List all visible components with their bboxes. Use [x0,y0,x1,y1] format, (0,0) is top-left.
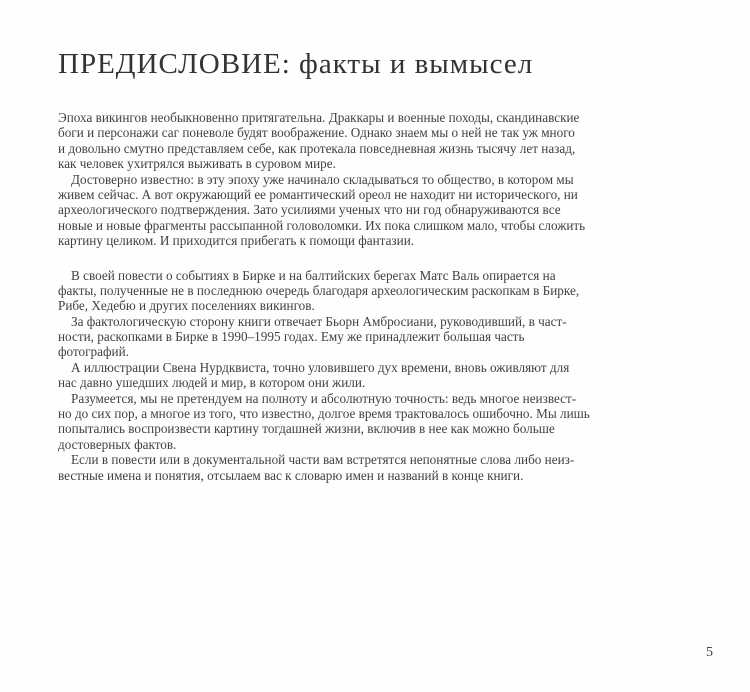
page-number: 5 [706,645,713,660]
text-line: факты, полученные не в последнюю очередь благодаря археологическим раскопкам в Бирке, [58,282,580,298]
text-line: Если в повести или в документальной части вам встретятся непонятные слова либо неиз- [71,452,575,468]
text-line: и довольно смутно представляем себе, как протекала повседневная жизнь тысячу лет назад, [58,140,576,156]
text-line: новые и новые фрагменты рассыпанной головоломки. Их пока слишком мало, чтобы сложить [58,217,586,233]
text-line: достоверных фактов. [58,436,177,452]
text-line: фотографий. [58,344,129,360]
paragraph [58,268,698,314]
text-line: Эпоха викингов необыкновенно притягательна. Драккары и военные походы, скандинавские [58,110,580,125]
paragraph [58,314,698,360]
paragraph [58,172,698,249]
paragraph [58,452,698,483]
text-line: живем сейчас. А вот окружающий ее романтический ореол не находит ни исторического, ни [58,186,578,202]
preface-body [58,110,698,483]
text-line: вестные имена и понятия, отсылаем вас к словарю имен и названий в конце книги. [58,467,524,483]
text-line: попытались воспроизвести картину тогдашней жизни, включив в нее как можно больше [58,421,555,437]
text-line: как человек ухитрялся выживать в суровом мире. [58,156,336,172]
text-line: А иллюстрации Свена Нурдквиста, точно уловившего дух времени, вновь оживляют для [71,359,570,375]
text-line: картину целиком. И приходится прибегать к помощи фантазии. [58,233,415,249]
text-line: боги и персонажи саг поневоле будят воображение. Однако знаем мы о ней не так уж много [58,125,575,141]
text-line: За фактологическую сторону книги отвечает Бьорн Амбросиани, руководивший, в част- [71,313,567,329]
text-line: нас давно ушедших людей и мир, в котором они жили. [58,375,366,391]
text-line: Достоверно известно: в эту эпоху уже начинало складываться то общество, в котором мы [71,171,574,187]
text-line: Разумеется, мы не претендуем на полноту и абсолютную точность: ведь многое неизвест- [71,390,577,406]
paragraph [58,110,698,172]
text-line: ности, раскопками в Бирке в 1990–1995 годах. Ему же принадлежит большая часть [58,329,525,345]
text-line: но до сих пор, а многое из того, что известно, долгое время трактовалось ошибочно. Мы лишь [58,406,590,422]
text-line: В своей повести о событиях в Бирке и на балтийских берегах Матс Валь опирается на [71,267,556,283]
page-title: ПРЕДИСЛОВИЕ: факты и вымысел [58,48,534,80]
text-line: Рибе, Хедебю и других поселениях викингов. [58,298,315,314]
paragraph [58,391,698,453]
paragraph [58,360,698,391]
text-line: археологического подтверждения. Зато усилиями ученых что ни год обнаруживаются все [58,202,561,218]
